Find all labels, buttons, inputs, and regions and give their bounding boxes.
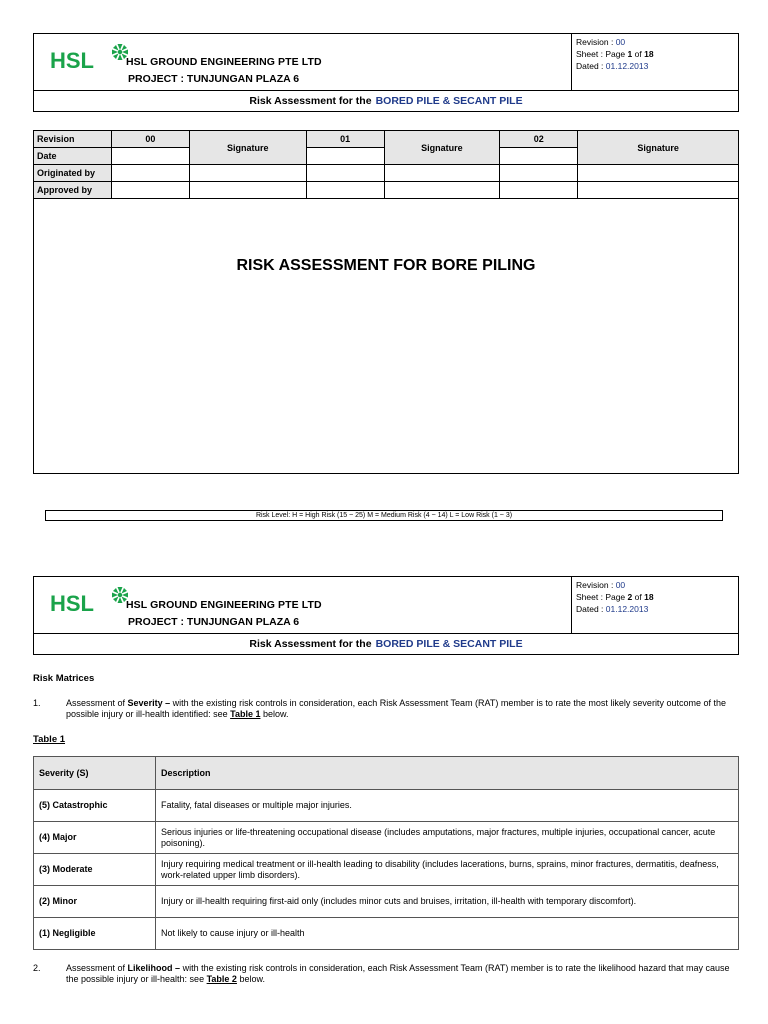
cover-box [33,199,739,474]
risk-level-legend: Risk Level: H = High Risk (15 ~ 25) M = Medium Risk (4 ~ 14) L = Low Risk (1 ~ 3) [45,510,723,521]
revision-table: Revision 00 Signature 01 Signature 02 Signature Date Originated by Approved by [33,130,739,199]
page1-header [33,33,739,112]
table-1-link: Table 1 [230,709,261,719]
project-name: PROJECT : TUNJUNGAN PLAZA 6 [128,616,300,628]
svg-text:HSL: HSL [50,48,94,72]
page2-header [33,576,739,655]
company-name: HSL GROUND ENGINEERING PTE LTD [126,599,322,611]
list-item: 2. Assessment of Likelihood – with the existing risk controls in consideration, each Risk Assessment Team (RAT) member is to rate the likelihood hazard that may cause the possible injury or ill-health: see Table 2 below. [33,963,730,984]
table-1-label: Table 1 [33,734,66,745]
project-name: PROJECT : TUNJUNGAN PLAZA 6 [128,73,300,85]
table-2-link: Table 2 [206,974,237,984]
document-subject: Risk Assessment for the BORED PILE & SECANT PILE [249,95,523,107]
revision-info: Revision : 00 Sheet : Page 2 of 18 Dated : 01.12.2013 [571,577,738,633]
section-title: Risk Matrices [33,673,95,684]
severity-table: Severity (S) Description (5) Catastrophic Fatality, fatal diseases or multiple major injuries. (4) Major Serious injuries or life-threatening occupational disease (includes amputations, major fractures, multiple injuries, occupational cancer, acute poisoning). (3) Moderate Injury requiring medical treatment or ill-health leading to disability (includes lacerations, burns, sprains, minor fractures, dermatitis, deafness, work-related upper limb disorders). (2) Minor Injury or ill-health requiring first-aid only (includes minor cuts and bruises, irritation, ill-health with temporary discomfort). (1) Negligible Not likely to cause injury or ill-health [33,756,739,950]
table-row: (3) Moderate Injury requiring medical treatment or ill-health leading to disability (includes lacerations, burns, sprains, minor fractures, dermatitis, deafness, work-related upper limb disorders). [34,854,739,886]
main-title: RISK ASSESSMENT FOR BORE PILING [236,257,536,274]
company-name: HSL GROUND ENGINEERING PTE LTD [126,56,322,68]
table-row: (2) Minor Injury or ill-health requiring first-aid only (includes minor cuts and bruises, irritation, ill-health with temporary discomfort). [34,886,739,918]
table-row: (5) Catastrophic Fatality, fatal diseases or multiple major injuries. [34,790,739,822]
list-item: 1. Assessment of Severity – with the existing risk controls in consideration, each Risk Assessment Team (RAT) member is to rate the most likely severity outcome of the possible injury or ill-health identified: see Table 1 below. [33,698,726,719]
table-row: (1) Negligible Not likely to cause injury or ill-health [34,918,739,950]
revision-info: Revision : 00 Sheet : Page 1 of 18 Dated : 01.12.2013 [571,34,738,90]
document-subject: Risk Assessment for the BORED PILE & SECANT PILE [249,638,523,650]
svg-text:HSL: HSL [50,591,94,615]
table-row: (4) Major Serious injuries or life-threatening occupational disease (includes amputations, major fractures, multiple injuries, occupational cancer, acute poisoning). [34,822,739,854]
